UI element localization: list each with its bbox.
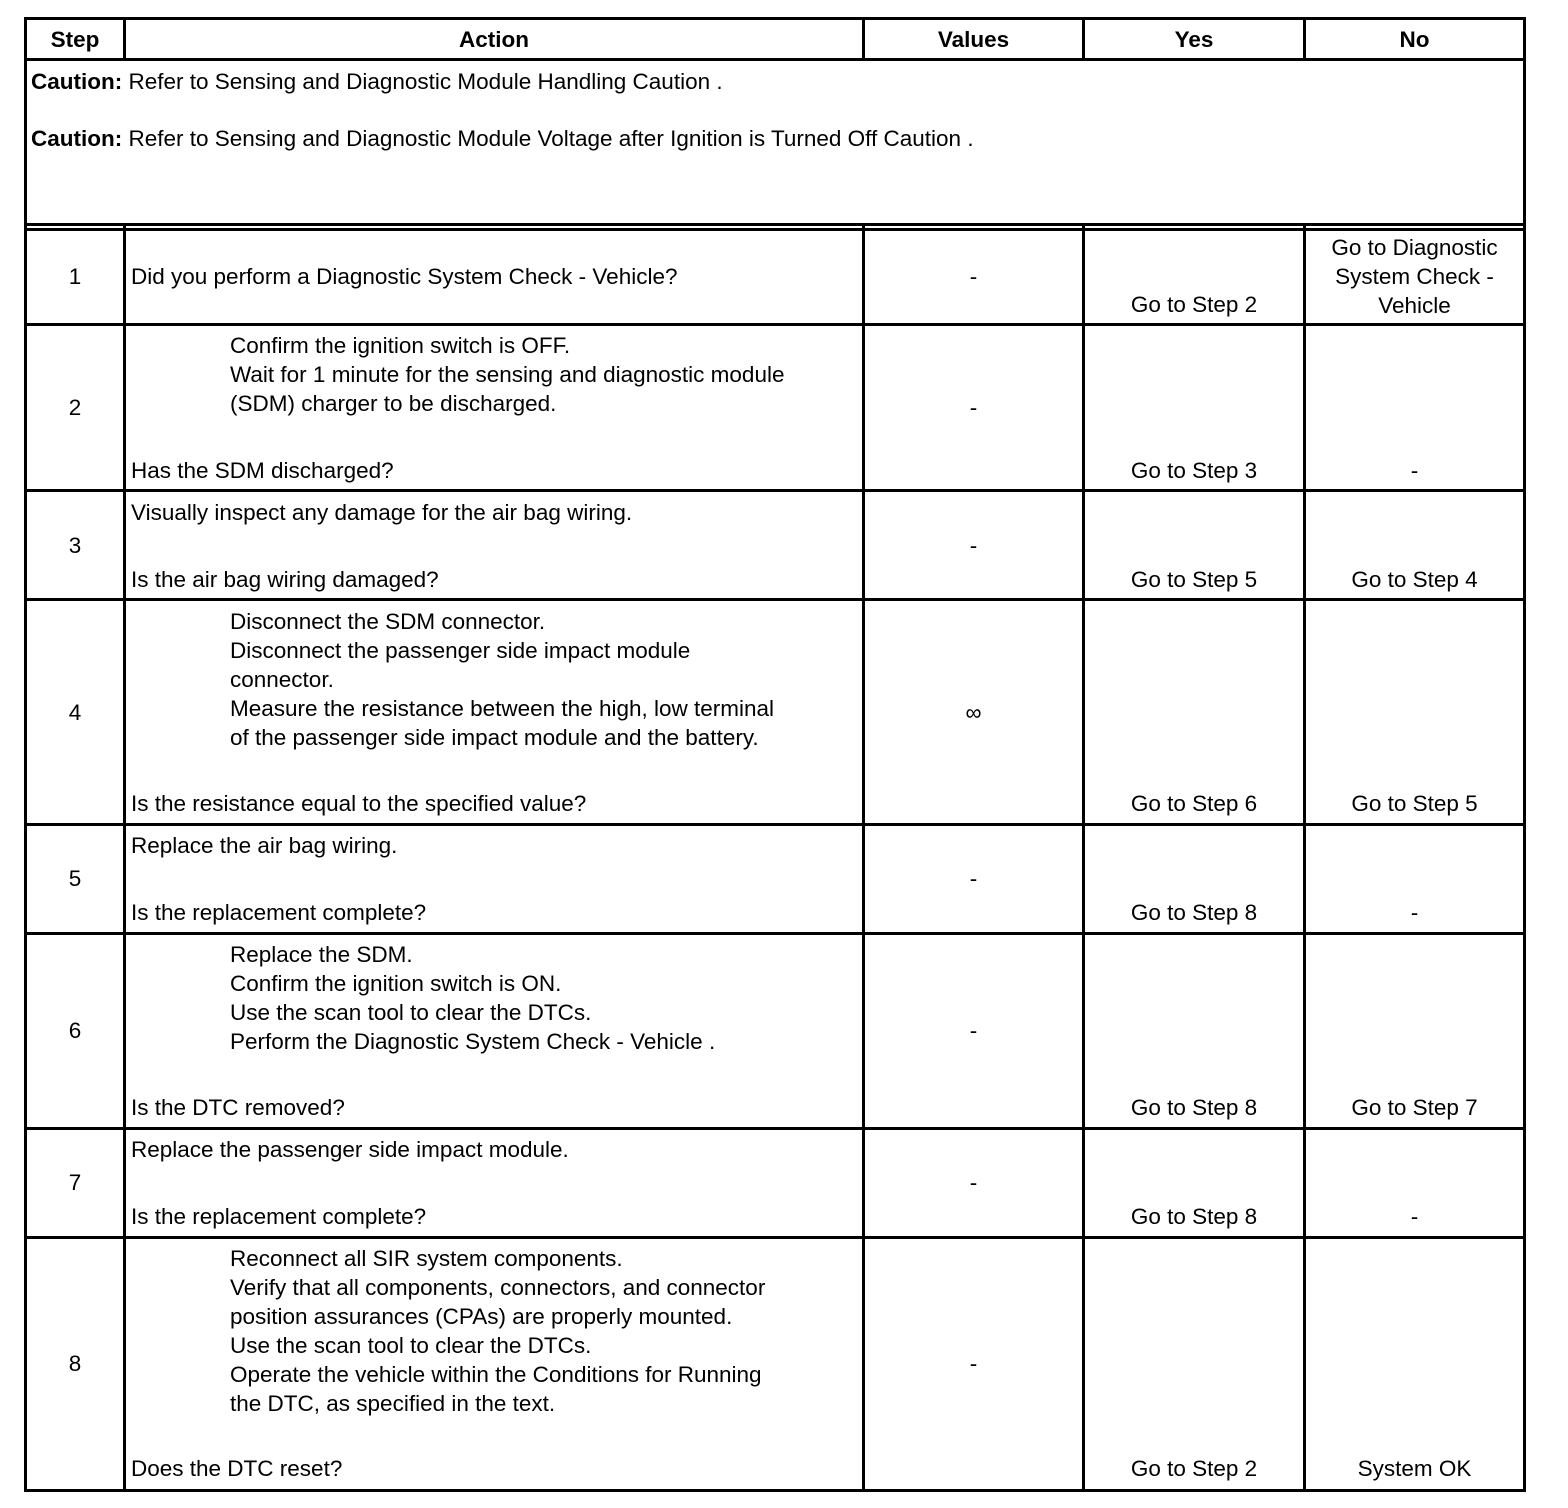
- step-instruction: Replace the air bag wiring.: [131, 833, 398, 858]
- no-action: -: [1410, 458, 1419, 483]
- step-value: -: [969, 1351, 978, 1376]
- step-actions: Confirm the ignition switch is OFF. Wait for 1 minute for the sensing and diagnostic module (SDM) charger to be discharged.: [230, 333, 785, 416]
- step-question: Is the resistance equal to the specified value?: [131, 791, 587, 816]
- header-no: No: [1399, 27, 1430, 52]
- step-number: 8: [68, 1351, 82, 1376]
- row-divider: [24, 1127, 1526, 1130]
- step-number: 3: [68, 533, 82, 558]
- row-divider: [24, 228, 1526, 231]
- step-actions: Disconnect the SDM connector. Disconnect the passenger side impact module connector. Measure the resistance between the high, low terminal of the passenger side impact module and the battery.: [230, 609, 775, 750]
- step-question: Is the air bag wiring damaged?: [131, 567, 439, 592]
- yes-action: Go to Step 3: [1130, 458, 1258, 483]
- header-action: Action: [459, 27, 529, 52]
- step-question: Is the DTC removed?: [131, 1095, 345, 1120]
- step-instruction: Replace the passenger side impact module.: [131, 1137, 569, 1162]
- step-value: ∞: [965, 700, 982, 725]
- yes-action: Go to Step 8: [1130, 1204, 1258, 1229]
- yes-action: Go to Step 8: [1130, 1095, 1258, 1120]
- step-value: -: [969, 264, 978, 289]
- step-question: Has the SDM discharged?: [131, 458, 394, 483]
- yes-action: Go to Step 6: [1130, 791, 1258, 816]
- no-action: Go to Diagnostic System Check - Vehicle: [1331, 235, 1498, 318]
- step-value: -: [969, 533, 978, 558]
- no-action: -: [1410, 1204, 1419, 1229]
- row-divider: [24, 1236, 1526, 1239]
- step-value: -: [969, 1170, 978, 1195]
- row-divider: [24, 223, 1526, 226]
- step-instruction: Visually inspect any damage for the air bag wiring.: [131, 500, 633, 525]
- yes-action: Go to Step 2: [1130, 292, 1258, 317]
- col-divider: [1303, 226, 1306, 1492]
- no-action: Go to Step 5: [1351, 791, 1478, 816]
- caution-handling: Caution: Refer to Sensing and Diagnostic Module Handling Caution .: [31, 69, 723, 94]
- step-actions: Reconnect all SIR system components. Verify that all components, connectors, and connector position assurances (CPAs) are properly mounted. Use the scan tool to clear the DTCs. Operate the vehicle within the Conditions for Running the DTC, as specified in the text.: [230, 1246, 766, 1416]
- header-values: Values: [937, 27, 1010, 52]
- no-action: System OK: [1357, 1456, 1472, 1481]
- caution-voltage: Caution: Refer to Sensing and Diagnostic Module Voltage after Ignition is Turned Off Caution .: [31, 126, 974, 151]
- header-divider: [24, 58, 1526, 61]
- yes-action: Go to Step 5: [1130, 567, 1258, 592]
- yes-action: Go to Step 2: [1130, 1456, 1258, 1481]
- step-number: 5: [68, 866, 82, 891]
- step-question: Is the replacement complete?: [131, 1204, 427, 1229]
- row-divider: [24, 932, 1526, 935]
- step-question: Does the DTC reset?: [131, 1456, 343, 1481]
- no-action: -: [1410, 900, 1419, 925]
- step-number: 6: [68, 1018, 82, 1043]
- yes-action: Go to Step 8: [1130, 900, 1258, 925]
- step-number: 4: [68, 700, 82, 725]
- no-action: Go to Step 7: [1351, 1095, 1478, 1120]
- header-yes: Yes: [1174, 27, 1214, 52]
- row-divider: [24, 323, 1526, 326]
- row-divider: [24, 598, 1526, 601]
- row-divider: [24, 489, 1526, 492]
- step-value: -: [969, 395, 978, 420]
- row-divider: [24, 823, 1526, 826]
- step-question: Is the replacement complete?: [131, 900, 427, 925]
- step-question: Did you perform a Diagnostic System Check - Vehicle?: [131, 264, 678, 289]
- no-action: Go to Step 4: [1351, 567, 1478, 592]
- step-value: -: [969, 866, 978, 891]
- step-actions: Replace the SDM. Confirm the ignition switch is ON. Use the scan tool to clear the DTCs. Perform the Diagnostic System Check - Vehicle .: [230, 942, 716, 1054]
- step-value: -: [969, 1018, 978, 1043]
- col-divider: [123, 226, 126, 1492]
- col-divider: [1082, 226, 1085, 1492]
- step-number: 2: [68, 395, 82, 420]
- header-step: Step: [50, 27, 100, 52]
- step-number: 1: [68, 264, 82, 289]
- step-number: 7: [68, 1170, 82, 1195]
